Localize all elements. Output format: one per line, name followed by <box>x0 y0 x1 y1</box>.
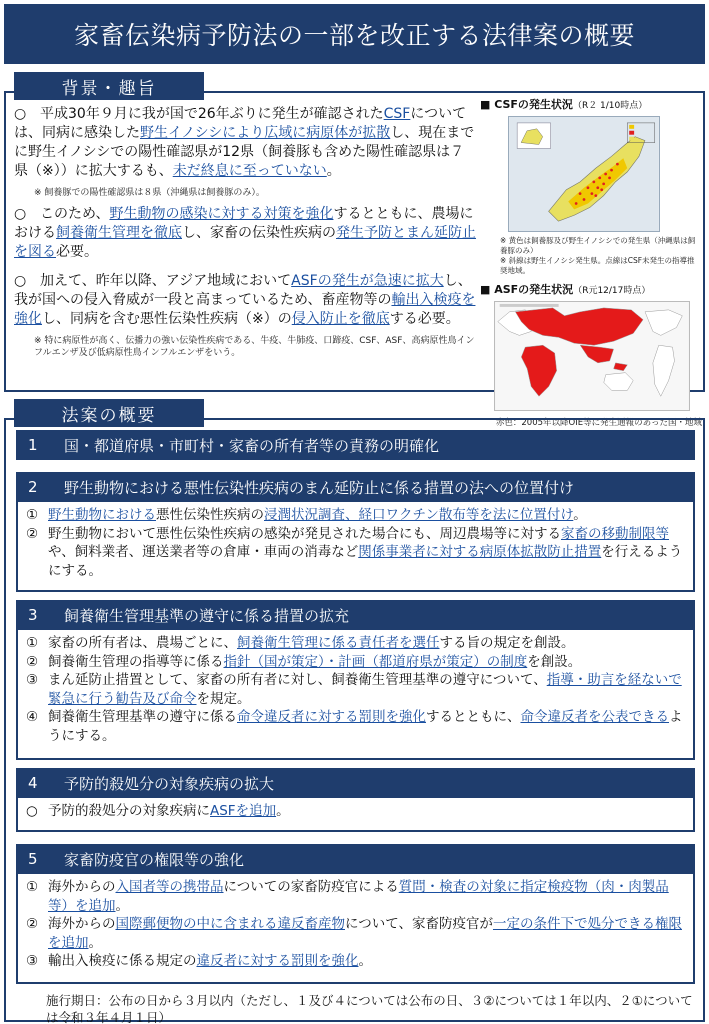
highlighted-text: 未だ終息に至っていない <box>172 163 327 179</box>
item-3-header <box>16 600 695 630</box>
text-segment: （※） <box>28 163 61 179</box>
highlighted-text: 質問・検査の対象に指定検疫物（肉・肉製品等）を追加 <box>48 879 669 914</box>
csf-japan-map <box>508 116 660 232</box>
item-3-number: 3 <box>28 606 38 624</box>
csf-date-text: （R２ 1/10時点） <box>572 101 648 111</box>
text-segment: ようにする。 <box>48 709 683 744</box>
law-overview-section <box>4 418 705 1022</box>
highlighted-text: 侵入防止を徹底 <box>291 311 390 327</box>
item-line <box>26 802 685 821</box>
highlighted-text: ASFの発生が急速に拡大 <box>291 273 444 289</box>
text-segment: 加えて、昨年以降、アジア地域において <box>40 273 292 289</box>
item-line <box>26 708 685 745</box>
text-segment: を行えるようにする。 <box>48 544 683 579</box>
law-overview-tab: 法案の概要 <box>14 399 204 427</box>
text-segment: を規定。 <box>196 690 251 707</box>
background-text <box>14 105 476 365</box>
item-1-title: 国・都道府県・市町村・家畜の所有者等の責務の明確化 <box>64 436 440 455</box>
line-mark: ② <box>26 653 39 670</box>
item-line <box>26 653 685 672</box>
text-segment: 家畜の所有者は、農場ごとに、 <box>48 635 237 651</box>
text-segment: 悪性伝染性疾病の <box>156 507 264 523</box>
item-5-number: 5 <box>28 850 38 868</box>
text-segment: し、家畜の伝染性疾病の <box>182 225 336 241</box>
text-segment: 予防的殺処分の対象疾病に <box>48 803 210 819</box>
text-segment: 。 <box>276 803 290 819</box>
item-3-body <box>16 630 695 760</box>
item-4-header <box>16 768 695 798</box>
item-line <box>26 952 685 971</box>
csf-map-title <box>480 97 702 114</box>
highlighted-text: 指針（国が策定）・計画（都道府県が策定）の制度 <box>223 653 528 670</box>
item-5-title: 家畜防疫官の権限等の強化 <box>64 850 245 869</box>
item-line <box>26 506 685 525</box>
highlighted-text: 一定の条件下で処分できる権限を追加 <box>48 916 682 951</box>
background-tab: 背景・趣旨 <box>14 72 204 100</box>
line-mark: ① <box>26 507 39 523</box>
highlighted-text: 関係事業者に対する病原体拡散防止措置 <box>358 544 602 560</box>
item-1-header <box>16 430 695 460</box>
text-segment: 飼養衛生管理基準の遵守に係る <box>48 709 237 725</box>
line-mark: ③ <box>26 953 39 969</box>
highlighted-text: CSF <box>383 106 411 122</box>
text-segment: （※） <box>238 311 278 327</box>
text-segment: 平成30年９月に我が国で26年ぶりに発生が確認された <box>40 106 384 122</box>
background-note-1: ※ 飼養豚での陽性確認県は８県（沖縄県は飼養豚のみ）。 <box>34 188 265 198</box>
item-2-title: 野生動物における悪性伝染性疾病のまん延防止に係る措置の法への位置付け <box>64 478 575 497</box>
csf-legend-1: ※ 黄色は飼養豚及び野生イノシシでの発生県（沖縄県は飼養豚のみ） <box>500 236 696 255</box>
highlighted-text: 野生動物の感染に対する対策を強化 <box>109 206 334 222</box>
text-segment: 。 <box>573 507 587 523</box>
bullet-mark: ○ <box>14 106 27 122</box>
text-segment: するとともに、 <box>426 709 521 725</box>
item-4-number: 4 <box>28 774 38 792</box>
background-note-3: ※ 特に病原性が高く、伝播力の強い伝染性疾病である、牛疫、牛肺疫、口蹄疫、CSF、ASF、高病原性鳥インフルエンザ及び低病原性鳥インフルエンザをいう。 <box>34 336 475 358</box>
line-mark: ① <box>26 635 39 651</box>
asf-world-map <box>494 301 690 411</box>
text-segment: 。 <box>115 897 129 914</box>
line-mark: ○ <box>26 803 38 819</box>
asf-map-title <box>480 282 702 299</box>
text-segment: や、飼料業者、運送業者等の倉庫・車両の消毒など <box>48 544 359 560</box>
item-5-body <box>16 874 695 984</box>
background-paragraph-3 <box>14 272 476 329</box>
highlighted-text: 飼養衛生管理に係る責任者を選任 <box>237 635 440 651</box>
text-segment: し、同病を含む悪性伝染性疾病 <box>42 311 238 327</box>
item-line <box>26 634 685 653</box>
text-segment: 野生動物において悪性伝染性疾病の感染が発見された場合にも、周辺農場等に対する <box>48 525 561 542</box>
text-segment: し、我が国への侵入脅威が一段と高まっているため、畜産物等の <box>14 273 472 308</box>
bullet-mark: ○ <box>14 206 27 222</box>
highlighted-text: 浸潤状況調査、経口ワクチン散布等を法に位置付け <box>264 507 574 523</box>
text-segment: 海外からの <box>48 916 116 932</box>
text-segment: 海外からの <box>48 879 116 895</box>
asf-date-text: （R元12/17時点） <box>573 286 651 296</box>
text-segment: このため、 <box>40 206 110 222</box>
item-2-header <box>16 472 695 502</box>
item-2-body <box>16 502 695 592</box>
text-segment: する旨の規定を創設。 <box>439 635 575 651</box>
line-mark: ② <box>26 525 39 542</box>
item-5-header <box>16 844 695 874</box>
page-title: 家畜伝染病予防法の一部を改正する法律案の概要 <box>4 4 705 64</box>
item-2-number: 2 <box>28 478 38 496</box>
highlighted-text: 輸出入検疫を強化 <box>14 292 476 327</box>
text-segment: を創設。 <box>527 653 582 670</box>
highlighted-text: 命令違反者に対する罰則を強化 <box>237 709 426 725</box>
text-segment: し、現在までに野生イノシシでの陽性確認県が12県（飼養豚も含めた陽性確認県は７県 <box>14 125 475 179</box>
text-segment: について、家畜防疫官が <box>345 916 493 932</box>
highlighted-text: 野生イノシシにより広域に病原体が拡散 <box>140 125 391 141</box>
background-paragraph-2 <box>14 205 476 262</box>
text-segment: については、同病に感染した <box>14 106 467 141</box>
background-paragraph-1 <box>14 105 476 181</box>
text-segment: 輸出入検疫に係る規定の <box>48 953 197 969</box>
asf-title-text: ■ ASFの発生状況 <box>480 283 574 296</box>
item-line <box>26 915 685 952</box>
line-mark: ① <box>26 879 39 895</box>
text-segment: の <box>277 311 292 327</box>
highlighted-text: 違反者に対する罰則を強化 <box>196 953 359 969</box>
item-line <box>26 525 685 581</box>
text-segment: する必要。 <box>389 311 460 327</box>
item-line <box>26 878 685 915</box>
text-segment: 。 <box>358 953 372 969</box>
maps-panel <box>480 97 702 428</box>
line-mark: ② <box>26 916 39 932</box>
item-4-body <box>16 798 695 832</box>
text-segment: ）に拡大するも、 <box>60 163 173 179</box>
bullet-mark: ○ <box>14 273 27 289</box>
item-4-title: 予防的殺処分の対象疾病の拡大 <box>64 774 275 793</box>
enforcement-date: 施行期日：公布の日から３月以内（ただし、１及び４については公布の日、３②については１年以内、２①については令和３年４月１日） <box>46 993 693 1024</box>
item-3-title: 飼養衛生管理基準の遵守に係る措置の拡充 <box>64 606 350 625</box>
csf-legend-2: ※ 斜線は野生イノシシ発生県。点線はCSF未発生の指導推奨地域。 <box>500 256 695 275</box>
csf-title-text: ■ CSFの発生状況 <box>480 98 573 111</box>
highlighted-text: 命令違反者を公表できる <box>520 709 669 725</box>
highlighted-text: 入国者等の携帯品 <box>115 879 224 895</box>
highlighted-text: 家畜の移動制限等 <box>561 525 669 542</box>
highlighted-text: 国際郵便物の中に含まれる違反畜産物 <box>115 916 345 932</box>
text-segment: まん延防止措置として、家畜の所有者に対し、飼養衛生管理基準の遵守について、 <box>48 672 547 688</box>
text-segment: 飼養衛生管理の指導等に係る <box>48 653 224 670</box>
line-mark: ③ <box>26 672 39 688</box>
item-1-number: 1 <box>28 436 38 454</box>
text-segment: 。 <box>326 163 341 179</box>
text-segment: についての家畜防疫官による <box>223 879 399 895</box>
text-segment: 必要。 <box>56 244 98 260</box>
text-segment: するとともに、農場における <box>14 206 474 241</box>
highlighted-text: ASFを追加 <box>210 803 277 819</box>
highlighted-text: 指導・助言を経ないで緊急に行う勧告及び命令 <box>48 672 682 707</box>
highlighted-text: 飼養衛生管理を徹底 <box>56 225 182 241</box>
line-mark: ④ <box>26 709 39 725</box>
item-line <box>26 671 685 708</box>
highlighted-text: 発生予防とまん延防止を図る <box>14 225 476 260</box>
highlighted-text: 野生動物における <box>48 507 156 523</box>
text-segment: 。 <box>88 934 102 951</box>
asf-caption: 赤色：2005年以降OIE等に発生通報のあった国・地域 <box>495 418 702 428</box>
